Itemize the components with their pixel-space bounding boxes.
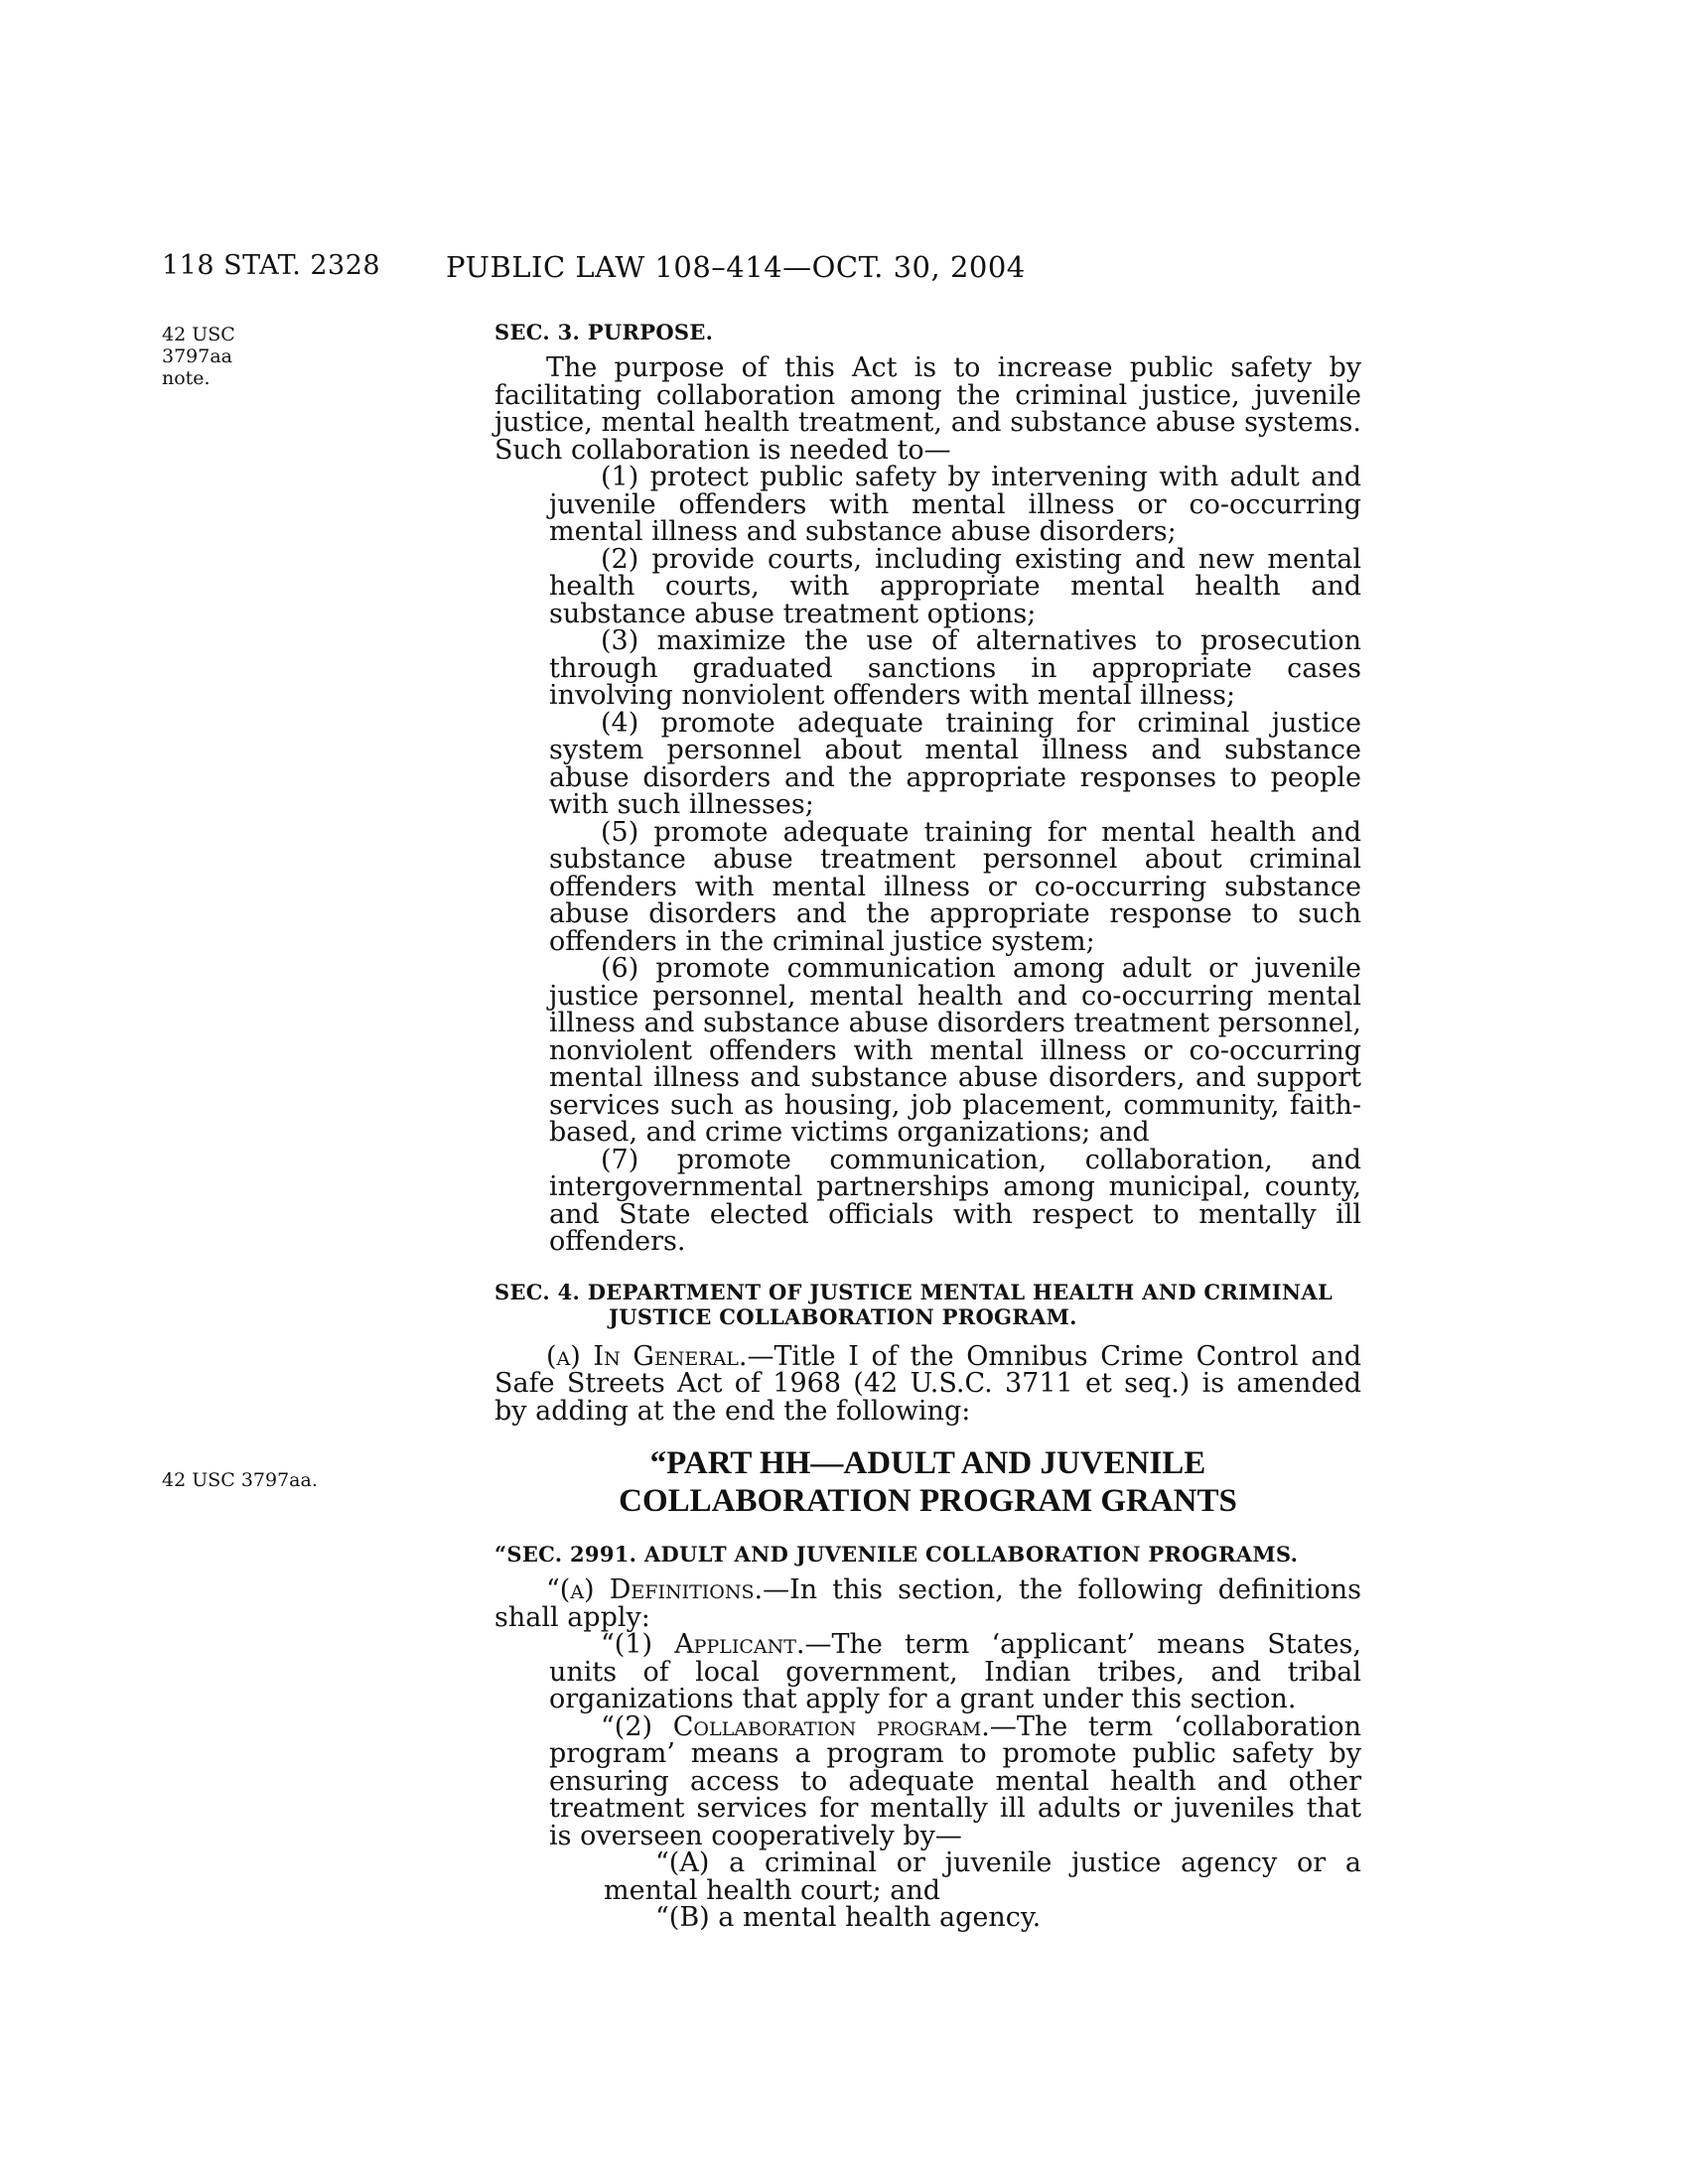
- purpose-item-7: (7) promote communication, collaboration, and intergovernmental partnerships among municipal, county, and State elected officials with respect to mentally ill offenders.: [549, 1144, 1361, 1257]
- definition-applicant-text: —The term ‘applicant’ means States, units of local government, Indian tribes, and tribal organizations that apply for a grant under this section.: [549, 1629, 1361, 1714]
- purpose-item-2: (2) provide courts, including existing and new mental health courts, with appropriate mental health and substance abuse treatment options;: [549, 543, 1361, 629]
- definitions-label: “(a) Definitions.: [546, 1574, 764, 1605]
- purpose-item-3: (3) maximize the use of alternatives to prosecution through graduated sanctions in appropriate cases involving nonviolent offenders with mental illness;: [549, 625, 1361, 711]
- section-4-heading-line2: JUSTICE COLLABORATION PROGRAM.: [609, 1303, 1077, 1329]
- section-4-heading: [494, 1280, 1361, 1329]
- section-3-heading: SEC. 3. PURPOSE.: [494, 320, 714, 344]
- document-body: [494, 320, 1361, 1932]
- definition-applicant: [494, 1631, 1361, 1713]
- definitions-text: —In this section, the following definitions shall apply:: [494, 1574, 1361, 1633]
- purpose-item-6: (6) promote communication among adult or juvenile justice personnel, mental health and co-occurring mental illness and substance abuse disorders treatment personnel, nonviolent offenders with mental illness or co-occurring mental illness and substance abuse disorders, and support services such as housing, job placement, community, faith-based, and crime victims organizations; and: [549, 953, 1361, 1148]
- section-4-subsection-a: [494, 1340, 1361, 1427]
- definition-collaboration-text: —The term ‘collaboration program’ means a program to promote public safety by ensuring access to adequate mental health and other treatment services for mentally ill adults or juveniles that is overseen cooperatively by—: [549, 1710, 1361, 1851]
- purpose-item-1: (1) protect public safety by intervening with adult and juvenile offenders with mental illness or co-occurring mental illness and substance abuse disorders;: [549, 462, 1361, 547]
- definition-collaboration-program: [494, 1710, 1361, 1851]
- definition-collaboration-label: “(2) Collaboration program.: [601, 1710, 990, 1742]
- part-hh-title-line1: “PART HH—ADULT AND JUVENILE: [649, 1445, 1206, 1481]
- part-hh-title-line2: COLLABORATION PROGRAM GRANTS: [619, 1483, 1237, 1519]
- definition-applicant-label: “(1) Applicant.: [601, 1629, 805, 1660]
- definition-clause-a: “(A) a criminal or juvenile justice agency or a mental health court; and: [604, 1847, 1361, 1906]
- margin-note-usc-note: 42 USC 3797aa note.: [162, 324, 235, 389]
- part-hh-title: [494, 1444, 1361, 1520]
- purpose-item-5: (5) promote adequate training for mental health and substance abuse treatment personnel about criminal offenders with mental illness or co-occurring substance abuse disorders and the appropriate response to such offenders in the criminal justice system;: [549, 816, 1361, 957]
- public-law-citation: PUBLIC LAW 108–414—OCT. 30, 2004: [446, 250, 1026, 284]
- section-2991-heading: “SEC. 2991. ADULT AND JUVENILE COLLABORATION PROGRAMS.: [494, 1542, 1299, 1567]
- section-3-intro: The purpose of this Act is to increase public safety by facilitating collaboration among the criminal justice, juvenile justice, mental health treatment, and substance abuse systems. Such collaboration is needed to—: [494, 352, 1361, 466]
- subsection-a-label: (a) In General.: [546, 1340, 748, 1372]
- purpose-item-4: (4) promote adequate training for criminal justice system personnel about mental illness and substance abuse disorders and the appropriate responses to people with such illnesses;: [549, 707, 1361, 820]
- running-head: [162, 250, 1216, 290]
- stat-citation: 118 STAT. 2328: [162, 250, 381, 281]
- definition-clause-b: “(B) a mental health agency.: [655, 1902, 1042, 1933]
- margin-note-usc: 42 USC 3797aa.: [162, 1469, 318, 1491]
- section-4-heading-line1: SEC. 4. DEPARTMENT OF JUSTICE MENTAL HEALTH AND CRIMINAL: [494, 1279, 1334, 1304]
- subsection-a-text: —Title I of the Omnibus Crime Control and Safe Streets Act of 1968 (42 U.S.C. 3711 et seq.) is amended by adding at the end the following:: [494, 1340, 1361, 1427]
- definitions-paragraph: [494, 1576, 1361, 1631]
